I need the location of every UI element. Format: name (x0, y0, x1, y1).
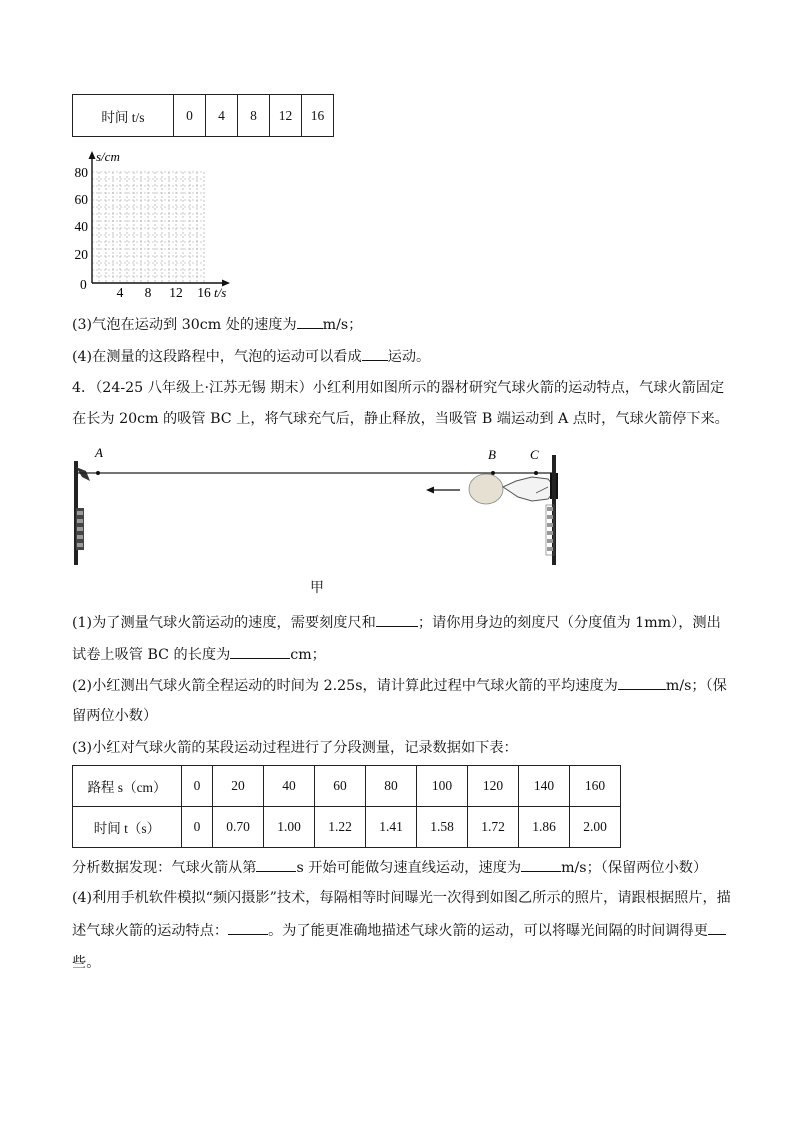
point-c-label: C (530, 447, 539, 462)
time-value-cell: 0.70 (213, 807, 264, 848)
x-axis-label: t/s (214, 285, 227, 300)
time-value-cell: 1.72 (468, 807, 519, 848)
time-table-header: 时间 t/s (73, 95, 174, 137)
point-b-label: B (488, 447, 496, 462)
time-value-cell: 2.00 (570, 807, 621, 848)
time-header: 时间 t（s） (73, 807, 182, 848)
y-tick: 20 (74, 247, 88, 262)
sub-3-intro: (3)小红对气球火箭的某段运动过程进行了分段测量，记录数据如下表： (72, 740, 518, 756)
y-tick: 40 (74, 219, 88, 234)
sub-2-line-2: 留两位小数） (72, 708, 158, 724)
time-value-cell: 0 (182, 807, 213, 848)
sub-4-line-1: (4)利用手机软件模拟“频闪摄影”技术，每隔相等时间曝光一次得到如图乙所示的照片，请跟根据照片，描 (72, 890, 731, 906)
y-axis-label: s/cm (96, 149, 120, 164)
x-tick: 16 (197, 285, 211, 300)
time-cell: 4 (206, 95, 238, 137)
sub-1-line-1: (1)为了测量气球火箭运动的速度，需要刻度尺和 ；请你用身边的刻度尺（分度值为 1mm），测出 (72, 612, 721, 633)
time-cell: 8 (238, 95, 270, 137)
figure-caption: 甲 (310, 580, 324, 596)
time-cell: 16 (302, 95, 334, 137)
question-3-speed: (3)气泡在运动到 30cm 处的速度为 m/s； (72, 314, 362, 335)
distance-cell: 120 (468, 766, 519, 807)
y-tick: 80 (74, 165, 88, 180)
time-value-cell: 1.00 (264, 807, 315, 848)
balloon-rocket-figure (70, 443, 570, 573)
problem-4-line-2: 在长为 20cm 的吸管 BC 上，将气球充气后，静止释放，当吸管 B 端运动到 A 点时，气球火箭停下来。 (72, 411, 729, 427)
sub-4-line-3: 些。 (72, 955, 101, 971)
distance-header: 路程 s（cm） (73, 766, 182, 807)
distance-cell: 20 (213, 766, 264, 807)
sub-2-line-1: (2)小红测出气球火箭全程运动的时间为 2.25s，请计算此过程中气球火箭的平均速度为 m/s；（保 (72, 675, 727, 696)
time-value-cell: 1.58 (417, 807, 468, 848)
point-a-label: A (95, 445, 103, 460)
balloon (469, 474, 503, 504)
distance-cell: 60 (315, 766, 366, 807)
s-t-graph (60, 145, 245, 300)
question-4-motion: (4)在测量的这段路程中，气泡的运动可以看成 运动。 (72, 346, 430, 367)
distance-cell: 160 (570, 766, 621, 807)
time-value-cell: 1.41 (366, 807, 417, 848)
hand-icon (503, 477, 556, 501)
origin-label: 0 (80, 277, 87, 292)
time-value-cell: 1.22 (315, 807, 366, 848)
time-cell: 0 (174, 95, 206, 137)
distance-cell: 140 (519, 766, 570, 807)
y-tick: 60 (74, 192, 88, 207)
time-value-cell: 1.86 (519, 807, 570, 848)
x-tick: 12 (169, 285, 183, 300)
time-cell: 12 (270, 95, 302, 137)
analysis-line: 分析数据发现：气球火箭从第 s 开始可能做匀速直线运动，速度为 m/s；（保留两位小数） (72, 857, 707, 878)
distance-cell: 100 (417, 766, 468, 807)
distance-time-table (72, 765, 621, 848)
sub-1-line-2: 试卷上吸管 BC 的长度为 cm； (72, 644, 326, 665)
x-tick: 4 (116, 285, 124, 300)
sub-4-line-2: 述气球火箭的运动特点： 。为了能更准确地描述气球火箭的运动，可以将曝光间隔的时间调得更 (72, 920, 726, 941)
problem-4-line-1: 4．（24-25 八年级上·江苏无锡 期末）小红利用如图所示的器材研究气球火箭的运动特点，气球火箭固定 (72, 380, 725, 396)
distance-cell: 80 (366, 766, 417, 807)
time-table (72, 94, 334, 137)
distance-cell: 40 (264, 766, 315, 807)
distance-cell: 0 (182, 766, 213, 807)
x-tick: 8 (144, 285, 152, 300)
